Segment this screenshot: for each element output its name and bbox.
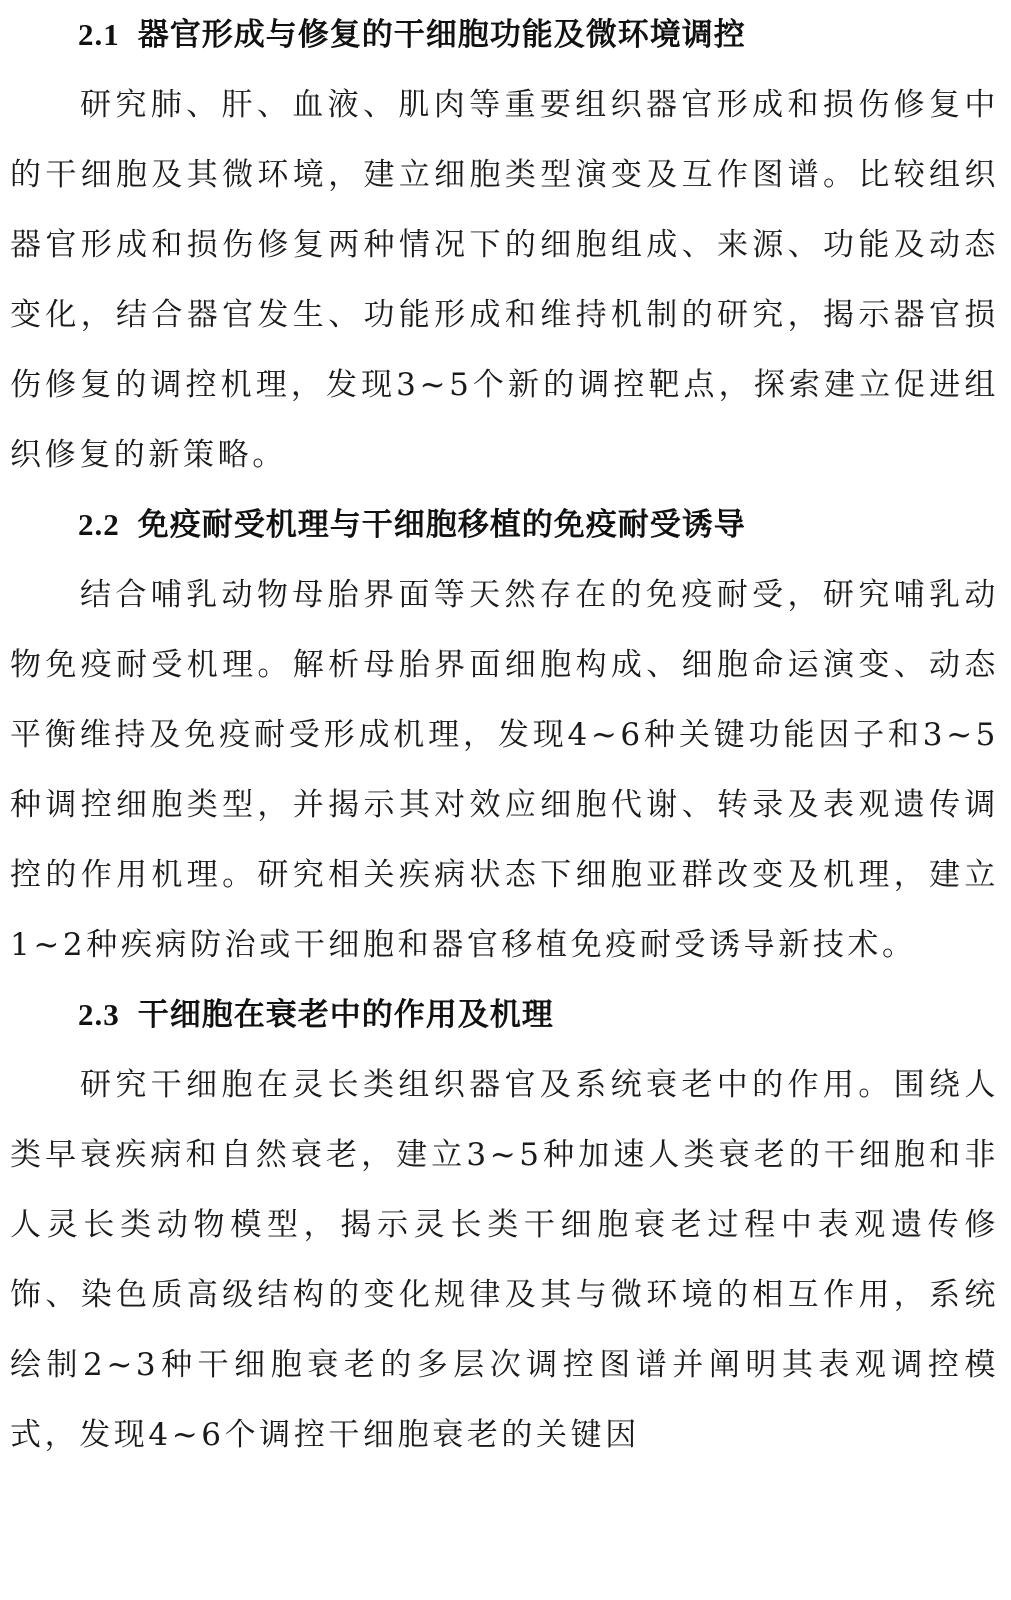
section-paragraph: 研究干细胞在灵长类组织器官及系统衰老中的作用。围绕人类早衰疾病和自然衰老，建立3~5种加速人类衰老的干细胞和非人灵长类动物模型，揭示灵长类干细胞衰老过程中表观遗传修饰、染色质高级结构的变化规律及其与微环境的相互作用，系统绘制2~3种干细胞衰老的多层次调控图谱并阐明其表观调控模式，发现4~6个调控干细胞衰老的关键因 xyxy=(10,1067,999,1453)
section-number: 2.3 xyxy=(78,997,120,1032)
section-heading xyxy=(0,0,1011,70)
section-2-3 xyxy=(0,980,1011,1470)
section-title: 免疫耐受机理与干细胞移植的免疫耐受诱导 xyxy=(137,507,746,543)
section-heading xyxy=(0,490,1011,560)
section-title: 干细胞在衰老中的作用及机理 xyxy=(137,997,554,1033)
section-2-2 xyxy=(0,490,1011,980)
section-heading xyxy=(0,980,1011,1050)
section-number: 2.1 xyxy=(78,17,120,52)
section-paragraph: 结合哺乳动物母胎界面等天然存在的免疫耐受，研究哺乳动物免疫耐受机理。解析母胎界面细胞构成、细胞命运演变、动态平衡维持及免疫耐受形成机理，发现4~6种关键功能因子和3~5种调控细胞类型，并揭示其对效应细胞代谢、转录及表观遗传调控的作用机理。研究相关疾病状态下细胞亚群改变及机理，建立1~2种疾病防治或干细胞和器官移植免疫耐受诱导新技术。 xyxy=(10,577,999,963)
section-2-1 xyxy=(0,0,1011,490)
section-title: 器官形成与修复的干细胞功能及微环境调控 xyxy=(137,17,746,53)
section-paragraph: 研究肺、肝、血液、肌肉等重要组织器官形成和损伤修复中的干细胞及其微环境，建立细胞类型演变及互作图谱。比较组织器官形成和损伤修复两种情况下的细胞组成、来源、功能及动态变化，结合器官发生、功能形成和维持机制的研究，揭示器官损伤修复的调控机理，发现3~5个新的调控靶点，探索建立促进组织修复的新策略。 xyxy=(10,87,999,473)
section-number: 2.2 xyxy=(78,507,120,542)
